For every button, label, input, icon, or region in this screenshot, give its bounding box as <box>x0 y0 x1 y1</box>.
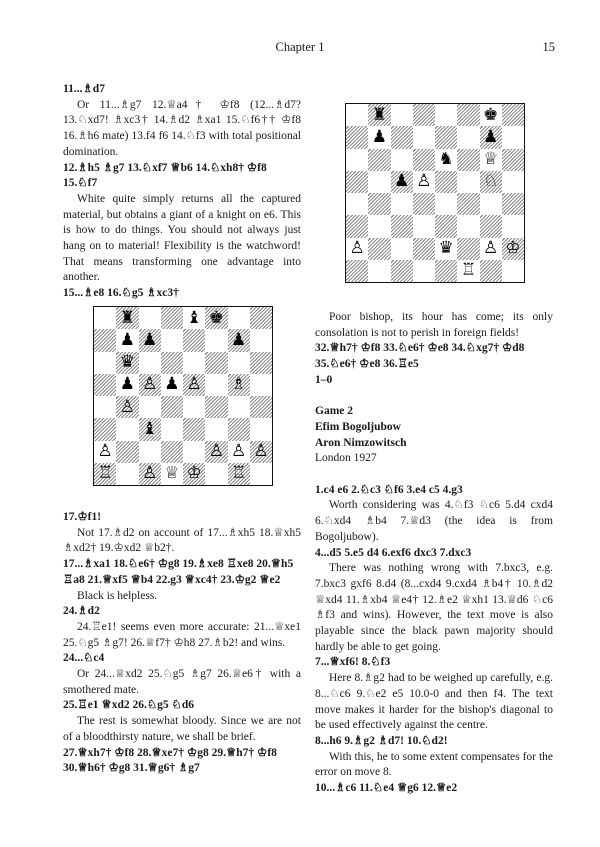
board-square <box>139 307 161 329</box>
board-square <box>139 441 161 463</box>
board-square <box>413 260 435 282</box>
move-line: 25.♖e1 ♕xd2 26.♘g5 ♘d6 <box>63 699 195 712</box>
board-square <box>457 171 479 193</box>
spacer <box>315 389 553 405</box>
chess-piece-square: ♟ <box>116 329 138 351</box>
board-square <box>502 126 524 148</box>
page-number: 15 <box>542 40 555 54</box>
chess-piece-square: ♕ <box>480 149 502 171</box>
chess-piece-square: ♝ <box>183 307 205 329</box>
board-square <box>183 418 205 440</box>
move-line: 17...♗xa1 18.♘e6† ♔g8 19.♗xe8 ♖xe8 20.♕h5 ♖a8 21.♕xf5 ♕b4 22.g3 ♕xc4† 23.♔g2 ♕e2 <box>63 558 294 586</box>
chess-piece-square: ♟ <box>391 171 413 193</box>
board-square <box>502 260 524 282</box>
annotation-paragraph: Not 17.♗d2 on account of 17...♗xh5 18.♕xh5 ♗xd2† 19.♔xd2 ♕b2†. <box>63 526 301 555</box>
board-square <box>205 374 227 396</box>
board-square <box>228 307 250 329</box>
board-square <box>205 352 227 374</box>
board-square <box>161 418 183 440</box>
chess-piece-square: ♘ <box>480 171 502 193</box>
board-square <box>116 418 138 440</box>
move-line: 24...♘c4 <box>63 652 105 665</box>
chess-piece-square: ♝ <box>139 418 161 440</box>
board-square <box>502 149 524 171</box>
board-square <box>250 396 272 418</box>
board-square <box>161 396 183 418</box>
chess-piece-square: ♙ <box>116 396 138 418</box>
board-square <box>502 215 524 237</box>
board-square <box>391 215 413 237</box>
chess-piece-square: ♜ <box>368 104 390 126</box>
board-square <box>183 329 205 351</box>
board-square <box>480 215 502 237</box>
board-square <box>346 149 368 171</box>
chess-diagram-bottom <box>93 306 273 486</box>
chess-piece-square: ♙ <box>228 441 250 463</box>
board-square <box>346 104 368 126</box>
board-square <box>346 215 368 237</box>
board-square <box>183 352 205 374</box>
board-square <box>480 260 502 282</box>
chess-piece-square: ♟ <box>139 329 161 351</box>
chess-diagram-top <box>345 103 525 283</box>
board-square <box>250 307 272 329</box>
board-square <box>250 463 272 485</box>
chess-piece-square: ♟ <box>161 374 183 396</box>
board-square <box>457 149 479 171</box>
annotation-paragraph: Black is helpless. <box>77 589 158 602</box>
move-line: Efim Bogoljubow <box>315 420 401 433</box>
board-square <box>250 352 272 374</box>
board-square <box>457 238 479 260</box>
chess-piece-square: ♖ <box>457 260 479 282</box>
board-square <box>116 441 138 463</box>
board-square <box>435 193 457 215</box>
board-square <box>94 352 116 374</box>
chess-piece-square: ♙ <box>480 238 502 260</box>
board-square <box>94 418 116 440</box>
chess-piece-square: ♙ <box>346 238 368 260</box>
chess-piece-square: ♞ <box>435 149 457 171</box>
annotation-paragraph: Here 8.♗g2 had to be weighed up carefully, e.g. 8...♘c6 9.♘e2 e5 10.0-0 and then f4. The text move makes it harder for the bishop's diagonal to be used effectively against the centre. <box>315 672 553 732</box>
chess-piece-square: ♔ <box>183 463 205 485</box>
chess-piece-square: ♙ <box>205 441 227 463</box>
chapter-header: Chapter 1 <box>275 40 325 54</box>
annotation-paragraph: Or 24...♕xd2 25.♘g5 ♗g7 26.♕e6† with a smothered mate. <box>63 668 301 696</box>
board-square <box>435 215 457 237</box>
chess-piece-square: ♙ <box>250 441 272 463</box>
right-column-text <box>315 310 553 797</box>
board-square <box>346 126 368 148</box>
board-square <box>457 193 479 215</box>
board-square <box>161 307 183 329</box>
board-square <box>116 463 138 485</box>
move-line: 12.♗h5 ♗g7 13.♘xf7 ♕b6 14.♘xh8† ♔f8 15.♘f7 <box>63 161 267 190</box>
board-square <box>502 104 524 126</box>
board-square <box>391 104 413 126</box>
board-square <box>457 215 479 237</box>
annotation-paragraph: The rest is somewhat bloody. Since we are not of a bloodthirsty nature, we shall be brief. <box>63 715 301 743</box>
board-square <box>183 396 205 418</box>
left-column-bottom-text <box>63 510 301 777</box>
board-square <box>228 396 250 418</box>
board-square <box>391 260 413 282</box>
chess-piece-square: ♕ <box>161 463 183 485</box>
board-square <box>205 463 227 485</box>
board-square <box>413 193 435 215</box>
board-square <box>413 104 435 126</box>
move-line: 8...h6 9.♗g2 ♗d7! 10.♘d2! <box>315 734 448 747</box>
move-line: Game 2 <box>315 405 354 418</box>
board-square <box>250 329 272 351</box>
board-square <box>435 260 457 282</box>
chess-piece-square: ♔ <box>502 238 524 260</box>
board-square <box>368 260 390 282</box>
board-square <box>391 193 413 215</box>
board-square <box>413 215 435 237</box>
board-square <box>413 238 435 260</box>
chess-piece-square: ♗ <box>228 374 250 396</box>
move-line: 15...♗e8 16.♘g5 ♗xc3† <box>63 287 179 300</box>
board-square <box>228 418 250 440</box>
board-square <box>346 171 368 193</box>
chess-piece-square: ♙ <box>139 463 161 485</box>
board-square <box>368 149 390 171</box>
board-square <box>391 149 413 171</box>
move-line: Aron Nimzowitsch <box>315 436 407 449</box>
board-square <box>346 260 368 282</box>
left-column-top-text <box>63 82 301 302</box>
board-square <box>480 193 502 215</box>
chess-piece-square: ♙ <box>413 171 435 193</box>
board-square <box>161 352 183 374</box>
board-square <box>94 307 116 329</box>
board-square <box>368 193 390 215</box>
move-line: 10...♗c6 11.♘e4 ♕g6 12.♕e2 <box>315 782 458 795</box>
chess-piece-square: ♛ <box>116 352 138 374</box>
annotation-paragraph: London 1927 <box>315 452 377 465</box>
board-square <box>391 238 413 260</box>
annotation-paragraph: White quite simply returns all the captured material, but obtains a giant of a knight on e6. This is how to do things. You should not always just hang on to material! Flexibility is the watchword! That means transforming one advantage into another. <box>63 192 301 284</box>
move-line: 4...d5 5.e5 d4 6.exf6 dxc3 7.dxc3 <box>315 546 472 559</box>
board-square <box>435 104 457 126</box>
move-line: 27.♕xh7† ♔f8 28.♕xe7† ♔g8 29.♕h7† ♔f8 30.♕h6† ♔g8 31.♕g6† ♗g7 <box>63 746 277 775</box>
annotation-paragraph: There was nothing wrong with 7.bxc3, e.g. 7.bxc3 gxf6 8.d4 (8...cxd4 9.cxd4 ♗b4† 10.♗d2 ♕xd4 11.♗xb4 ♕e4† 12.♗e2 ♕xh1 13.♕d6 ♘c6 ♗f3 and wins). However, the text move is also playable since the black pawn majority should hardly be able to get going. <box>315 562 553 653</box>
board-square <box>161 329 183 351</box>
board-square <box>368 238 390 260</box>
spacer <box>315 467 553 483</box>
chess-piece-square: ♖ <box>228 463 250 485</box>
chess-piece-square: ♚ <box>205 307 227 329</box>
board-square <box>94 329 116 351</box>
board-square <box>250 418 272 440</box>
board-square <box>94 374 116 396</box>
board-square <box>183 441 205 463</box>
move-line: 1–0 <box>315 373 333 386</box>
chess-piece-square: ♟ <box>368 126 390 148</box>
board-square <box>457 126 479 148</box>
board-square <box>139 352 161 374</box>
board-square <box>205 329 227 351</box>
move-line: 17.♔f1! <box>63 511 102 523</box>
chess-piece-square: ♛ <box>435 238 457 260</box>
board-square <box>502 193 524 215</box>
chess-piece-square: ♖ <box>94 463 116 485</box>
board-square <box>368 171 390 193</box>
move-line: 7...♕xf6! 8.♘f3 <box>315 656 391 669</box>
annotation-paragraph: Poor bishop, its hour has come; its only consolation is not to perish in foreign fields! <box>315 311 553 339</box>
chess-piece-square: ♜ <box>116 307 138 329</box>
chess-piece-square: ♙ <box>139 374 161 396</box>
annotation-paragraph: Or 11...♗g7 12.♕a4† ♔f8 (12...♗d7? 13.♘xd7! ♗xc3† 14.♗d2 ♗xa1 15.♘f6†† ♔f8 16.♗h6 mate) 13.f4 f6 14.♘f3 with total positional domination. <box>63 98 301 158</box>
annotation-paragraph: With this, he to some extent compensates for the error on move 8. <box>315 750 553 779</box>
board-square <box>94 396 116 418</box>
chess-piece-square: ♙ <box>183 374 205 396</box>
board-square <box>413 126 435 148</box>
board-square <box>205 418 227 440</box>
move-line: 1.c4 e6 2.♘c3 ♘f6 3.e4 c5 4.g3 <box>315 483 463 496</box>
board-square <box>161 441 183 463</box>
move-line: 24.♗d2 <box>63 605 100 618</box>
board-square <box>502 171 524 193</box>
chess-piece-square: ♟ <box>480 126 502 148</box>
board-square <box>139 396 161 418</box>
move-line: 11...♗d7 <box>63 83 105 95</box>
board-square <box>391 126 413 148</box>
board-square <box>250 374 272 396</box>
move-line: 32.♕h7† ♔f8 33.♘e6† ♔e8 34.♘xg7† ♔d8 35.♘e6† ♔e8 36.♖e5 <box>315 342 525 371</box>
annotation-paragraph: 24.♖e1! seems even more accurate: 21...♕xe1 25.♘g5 ♗g7! 26.♕f7† ♔h8 27.♗b2! and wins. <box>63 620 301 649</box>
board-square <box>435 171 457 193</box>
board-square <box>435 126 457 148</box>
chess-piece-square: ♚ <box>480 104 502 126</box>
board-square <box>205 396 227 418</box>
annotation-paragraph: Worth considering was 4.♘f3 ♘c6 5.d4 cxd4 6.♘xd4 ♗b4 7.♕d3 (the idea is from Bogoljubow). <box>315 499 553 543</box>
board-square <box>457 104 479 126</box>
chess-piece-square: ♙ <box>94 441 116 463</box>
board-square <box>346 193 368 215</box>
board-square <box>228 352 250 374</box>
board-square <box>413 149 435 171</box>
chess-piece-square: ♟ <box>228 329 250 351</box>
board-square <box>368 215 390 237</box>
chess-piece-square: ♟ <box>116 374 138 396</box>
